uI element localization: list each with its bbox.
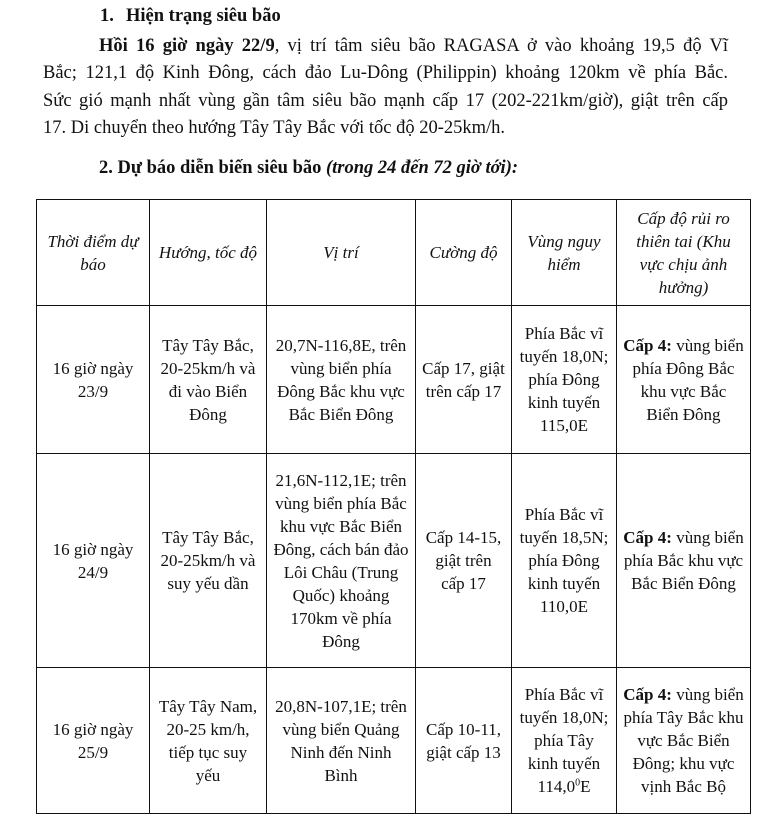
section1-paragraph [43,33,728,142]
header-risk-level: Cấp độ rủi ro thiên tai (Khu vực chịu ảnh hưởng) [617,200,751,306]
danger-text: Phía Bắc vĩ tuyến 18,0N; phía Tây kinh tuyến 114,0 [519,685,609,796]
cell-intensity: Cấp 14-15, giật trên cấp 17 [416,454,512,668]
header-intensity: Cường độ [416,200,512,306]
header-time: Thời điểm dự báo [37,200,150,306]
cell-time: 16 giờ ngày 25/9 [37,668,150,814]
risk-level-label: Cấp 4: [623,528,672,547]
risk-area: vùng biển phía Tây Bắc khu vực Bắc Biển Đông; khu vực vịnh Bắc Bộ [623,685,744,796]
degree-superscript: 0 [575,777,581,789]
para-line-4: 17. Di chuyển theo hướng Tây Tây Bắc với tốc độ 20-25km/h. [43,117,506,138]
header-position: Vị trí [267,200,416,306]
section1-title: Hiện trạng siêu bão [126,6,281,26]
forecast-table [36,199,751,814]
section2-heading [99,158,518,179]
header-direction: Hướng, tốc độ [150,200,267,306]
cell-danger-zone: Phía Bắc vĩ tuyến 18,0N; phía Đông kinh tuyến 115,0E [512,306,617,454]
header-danger-zone: Vùng nguy hiểm [512,200,617,306]
cell-time: 16 giờ ngày 23/9 [37,306,150,454]
direction-b: 20-25 km/h, tiếp tục suy yếu [166,719,250,785]
cell-position: 20,7N-116,8E, trên vùng biển phía Đông Bắc khu vực Bắc Biển Đông [267,306,416,454]
para-line-2: Bắc; 121,1 độ Kinh Đông, cách đảo Lu-Dông (Philippin) khoảng 120km về phía Bắc. [43,63,728,84]
danger-suffix: E [580,777,591,796]
table-row [37,454,751,668]
cell-time: 16 giờ ngày 24/9 [37,454,150,668]
cell-danger-zone [512,668,617,814]
risk-area: vùng biển phía Bắc khu vực Bắc Biển Đông [623,528,744,593]
risk-area: vùng biển phía Đông Bắc khu vực Bắc Biển Đông [632,335,744,424]
para-line1-rest: , vị trí tâm siêu bão RAGASA ở vào khoảng 19,5 độ Vĩ [274,36,728,56]
cell-position: 21,6N-112,1E; trên vùng biển phía Bắc khu vực Bắc Biển Đông, cách bán đảo Lôi Châu (Trung Quốc) khoảng 170km về phía Đông [267,454,416,668]
cell-danger-zone: Phía Bắc vĩ tuyến 18,5N; phía Đông kinh tuyến 110,0E [512,454,617,668]
para-line-1 [43,33,728,60]
risk-level-label: Cấp 4: [623,685,672,704]
cell-direction: Tây Tây Bắc, 20-25km/h và suy yếu dần [150,454,267,668]
cell-intensity: Cấp 10-11, giật cấp 13 [416,668,512,814]
cell-risk [617,306,751,454]
direction-a: Tây Tây Nam, [158,696,258,716]
section2-number: 2. [99,158,113,178]
risk-level-label: Cấp 4: [623,335,672,355]
cell-risk [617,454,751,668]
para-lead: Hồi 16 giờ ngày 22/9 [99,36,275,56]
table-row [37,668,751,814]
cell-direction [150,668,267,814]
cell-position: 20,8N-107,1E; trên vùng biển Quảng Ninh đến Ninh Bình [267,668,416,814]
cell-direction: Tây Tây Bắc, 20-25km/h và đi vào Biển Đông [150,306,267,454]
section2-title: Dự báo diễn biến siêu bão [117,158,322,178]
section1-number: 1. [100,6,114,26]
table-row [37,306,751,454]
cell-intensity: Cấp 17, giật trên cấp 17 [416,306,512,454]
table-header-row [37,200,751,306]
cell-risk [617,668,751,814]
para-line-3: Sức gió mạnh nhất vùng gần tâm siêu bão mạnh cấp 17 (202-221km/giờ), giật trên cấp [43,90,728,111]
section1-heading [100,6,281,27]
section2-subtitle: (trong 24 đến 72 giờ tới): [326,158,519,178]
